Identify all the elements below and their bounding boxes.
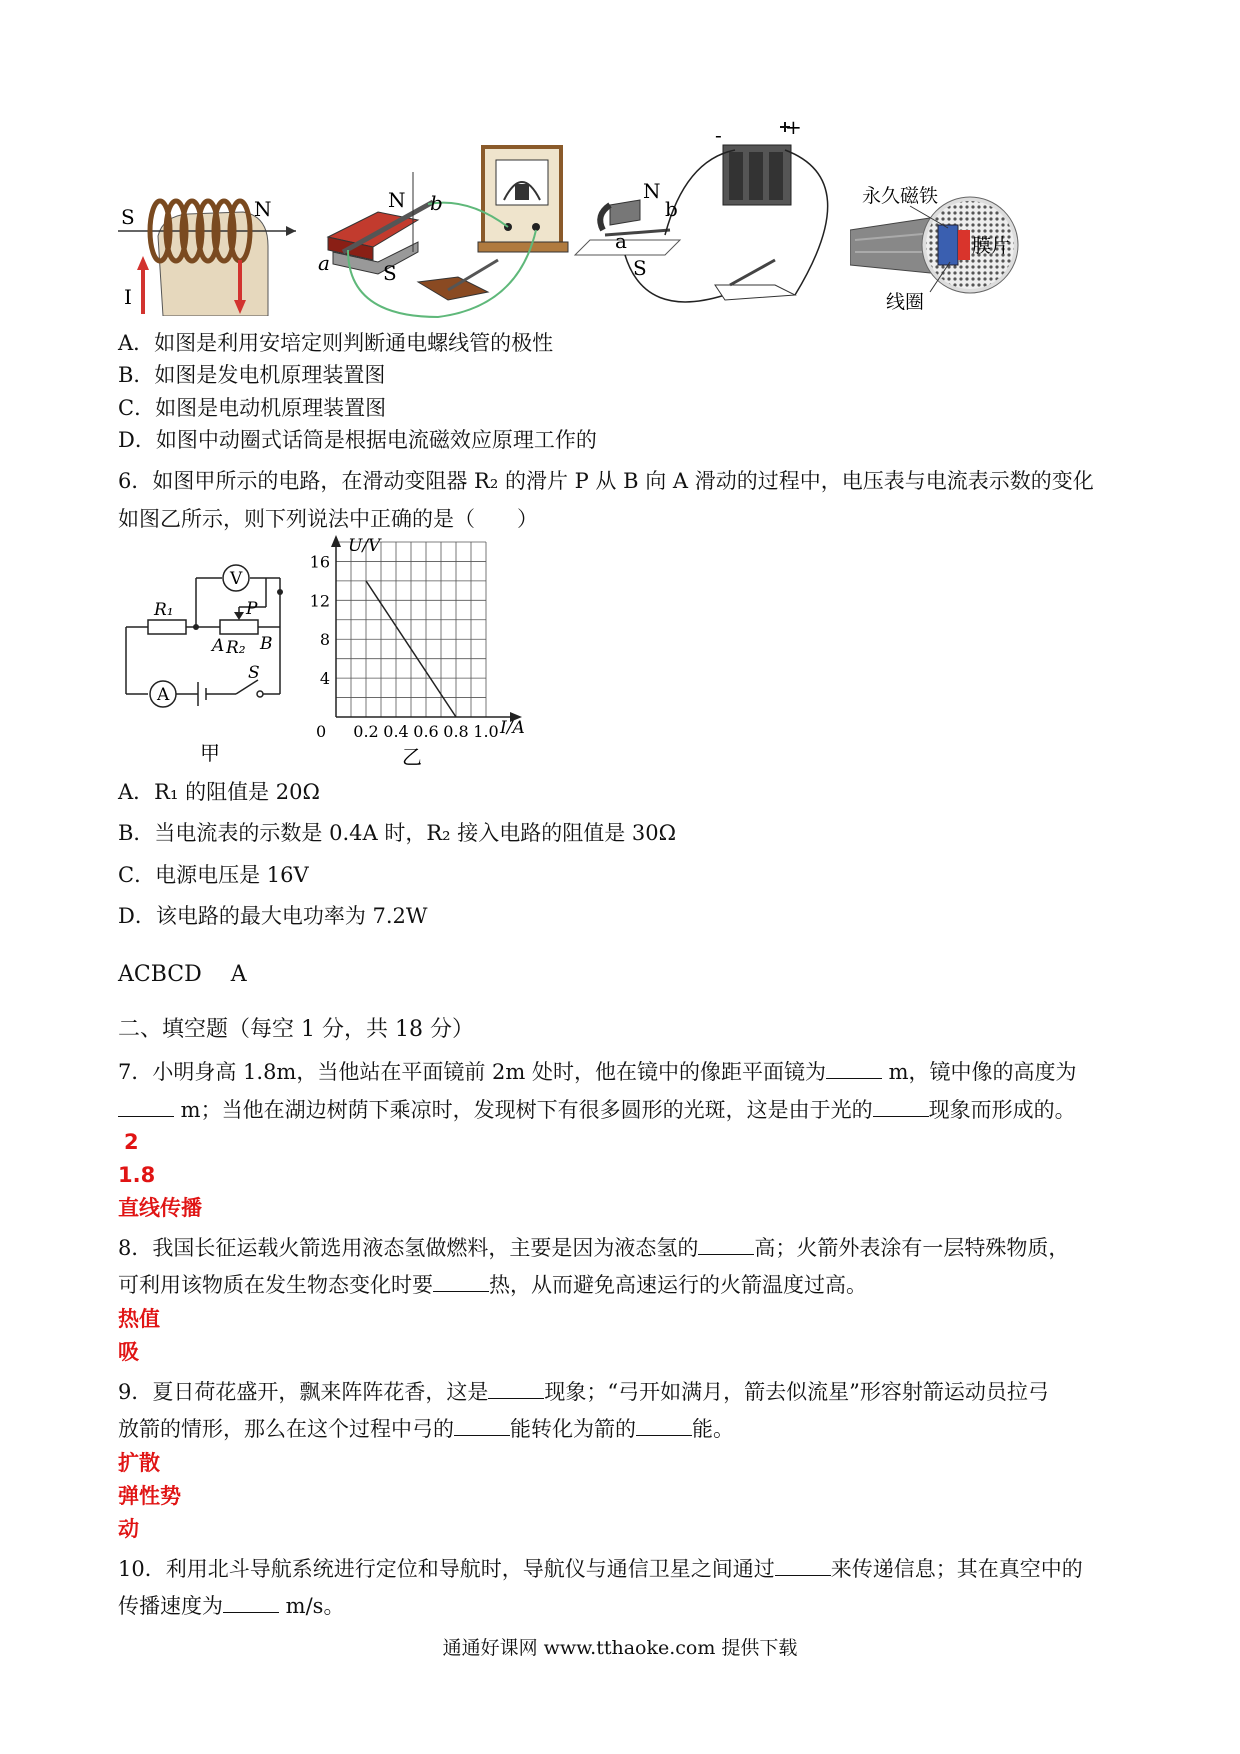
q8-answer-1: 热值 (118, 1307, 160, 1331)
circuit-b-point-label: B (260, 634, 273, 654)
q9-blank-2[interactable] (454, 1417, 510, 1436)
q7-answer-2: 1.8 (118, 1163, 156, 1187)
q9-blank-3[interactable] (636, 1417, 692, 1436)
fig-c-a-label: a (615, 229, 627, 253)
fig-b-a-label: a (318, 251, 330, 275)
q6-stem-line2: 如图乙所示，则下列说法中正确的是（ ） (118, 507, 538, 531)
q8-line1 (118, 1233, 1069, 1263)
x-tick-label: 0 (316, 722, 327, 741)
q6-option-a: A．R₁ 的阻值是 20Ω (118, 780, 320, 804)
q7-answer-3: 直线传播 (118, 1196, 202, 1220)
y-tick-label: 12 (309, 591, 330, 611)
fig-a-n-label: N (254, 197, 272, 221)
graph-x-ticks (316, 722, 499, 741)
q7-text-4: 现象而形成的。 (928, 1098, 1076, 1122)
q8-text-1: 8．我国长征运载火箭选用液态氢做燃料，主要是因为液态氢的 (118, 1236, 699, 1260)
q8-answer-2: 吸 (118, 1340, 139, 1364)
fig-c-minus-label: - (715, 123, 722, 147)
q8-line2 (118, 1270, 867, 1300)
q9-answer-2: 弹性势 (118, 1484, 181, 1508)
x-tick-label: 1.0 (473, 722, 499, 741)
graph-y-ticks (310, 552, 330, 688)
circuit-caption: 甲 (200, 741, 220, 762)
figure-hand-solenoid (118, 176, 303, 316)
q9-line1 (118, 1377, 1049, 1407)
q10-text-4: m/s。 (279, 1594, 345, 1618)
q7-line2 (118, 1095, 1076, 1125)
graph-x-axis-label: I/A (500, 718, 525, 738)
graph-grid (336, 542, 486, 717)
q5-option-a: A．如图是利用安培定则判断通电螺线管的极性 (118, 331, 554, 355)
q9-text-3: 放箭的情形，那么在这个过程中弓的 (118, 1417, 454, 1441)
q6-stem-line1: 6．如图甲所示的电路，在滑动变阻器 R₂ 的滑片 P 从 B 向 A 滑动的过程中，电压表与电流表示数的变化 (118, 469, 1094, 493)
circuit-voltmeter-label: V (230, 569, 243, 589)
y-tick-label: 4 (319, 669, 330, 689)
q6-option-b: B．当电流表的示数是 0.4A 时，R₂ 接入电路的阻值是 30Ω (118, 821, 677, 845)
section-2-title: 二、填空题（每空 1 分，共 18 分） (118, 1017, 474, 1042)
fig-c-n-label: N (643, 179, 661, 203)
fig-a-i-label: I (124, 285, 132, 309)
circuit-a-point-label: A (212, 636, 225, 656)
circuit-ammeter-label: A (157, 685, 170, 705)
q9-blank-1[interactable] (488, 1380, 544, 1399)
fig-c-b-label: b (665, 197, 678, 221)
q6-option-c: C．电源电压是 16V (118, 863, 309, 887)
x-tick-label: 0.6 (413, 722, 439, 741)
figure-circuit (118, 552, 288, 762)
graph-caption: 乙 (402, 745, 422, 769)
q7-text-3: m；当他在湖边树荫下乘凉时，发现树下有很多圆形的光斑，这是由于光的 (174, 1098, 873, 1122)
q7-blank-2[interactable] (118, 1098, 174, 1117)
fig-d-magnet-label: 永久磁铁 (862, 185, 939, 207)
q5-option-b: B．如图是发电机原理装置图 (118, 363, 386, 387)
figure-microphone (850, 180, 1025, 320)
q10-blank-1[interactable] (775, 1557, 831, 1576)
page-footer: 通通好课网 www.tthaoke.com 提供下载 (442, 1637, 798, 1659)
q10-line1 (118, 1554, 1083, 1584)
q10-text-2: 来传递信息；其在真空中的 (830, 1557, 1083, 1581)
circuit-r1-label: R₁ (154, 600, 174, 620)
q7-text-1: 7．小明身高 1.8m，当他站在平面镜前 2m 处时，他在镜中的像距平面镜为 (118, 1060, 826, 1084)
figure-ui-graph (300, 535, 530, 770)
q7-blank-1[interactable] (826, 1060, 882, 1079)
y-tick-label: 16 (309, 552, 330, 572)
fig-b-b-label: b (430, 191, 443, 215)
q10-text-1: 10．利用北斗导航系统进行定位和导航时，导航仪与通信卫星之间通过 (118, 1557, 775, 1581)
y-tick-label: 8 (319, 630, 330, 650)
q9-text-2: 现象；“弓开如满月，箭去似流星”形容射箭运动员拉弓 (544, 1380, 1049, 1404)
q7-text-2: m，镜中像的高度为 (881, 1060, 1077, 1084)
q8-blank-1[interactable] (698, 1236, 754, 1255)
q5-option-c: C．如图是电动机原理装置图 (118, 396, 387, 420)
circuit-r2-label: R₂ (226, 638, 246, 658)
fig-d-diaphragm-label: 膜片 (972, 235, 1011, 257)
q7-answer-1: 2 (124, 1130, 139, 1154)
q8-text-4: 热，从而避免高速运行的火箭温度过高。 (489, 1273, 867, 1297)
q8-text-2: 高；火箭外表涂有一层特殊物质， (754, 1236, 1070, 1260)
figure-generator (318, 142, 593, 322)
mc-answers: ACBCD A (118, 962, 247, 987)
fig-b-s-label: S (383, 261, 397, 285)
q10-text-3: 传播速度为 (118, 1594, 223, 1618)
q9-text-1: 9．夏日荷花盛开，飘来阵阵花香，这是 (118, 1380, 489, 1404)
fig-a-s-label: S (121, 205, 135, 229)
q7-blank-3[interactable] (873, 1098, 929, 1117)
circuit-switch-label: S (248, 663, 260, 683)
figure-motor (565, 120, 845, 330)
graph-y-arrow (331, 535, 341, 547)
x-tick-label: 0.8 (443, 722, 469, 741)
fig-c-plus-label: + (785, 120, 802, 139)
q8-text-3: 可利用该物质在发生物态变化时要 (118, 1273, 433, 1297)
q10-line2 (118, 1591, 344, 1621)
q9-text-4: 能转化为箭的 (510, 1417, 636, 1441)
q5-option-d: D．如图中动圈式话筒是根据电流磁效应原理工作的 (118, 428, 597, 452)
circuit-p-label: P (246, 599, 258, 619)
q9-answer-1: 扩散 (118, 1451, 160, 1475)
q9-answer-3: 动 (118, 1517, 139, 1541)
q6-option-d: D．该电路的最大电功率为 7.2W (118, 904, 428, 928)
q9-text-5: 能。 (692, 1417, 734, 1441)
fig-b-n-label: N (388, 188, 406, 212)
x-tick-label: 0.2 (353, 722, 379, 741)
x-tick-label: 0.4 (383, 722, 409, 741)
q9-line2 (118, 1414, 734, 1444)
graph-y-axis-label: U/V (348, 536, 381, 556)
q7-line1 (118, 1057, 1077, 1087)
q8-blank-2[interactable] (433, 1273, 489, 1292)
fig-d-coil-label: 线圈 (886, 291, 925, 313)
q10-blank-2[interactable] (223, 1594, 279, 1613)
fig-c-s-label: S (633, 256, 647, 280)
